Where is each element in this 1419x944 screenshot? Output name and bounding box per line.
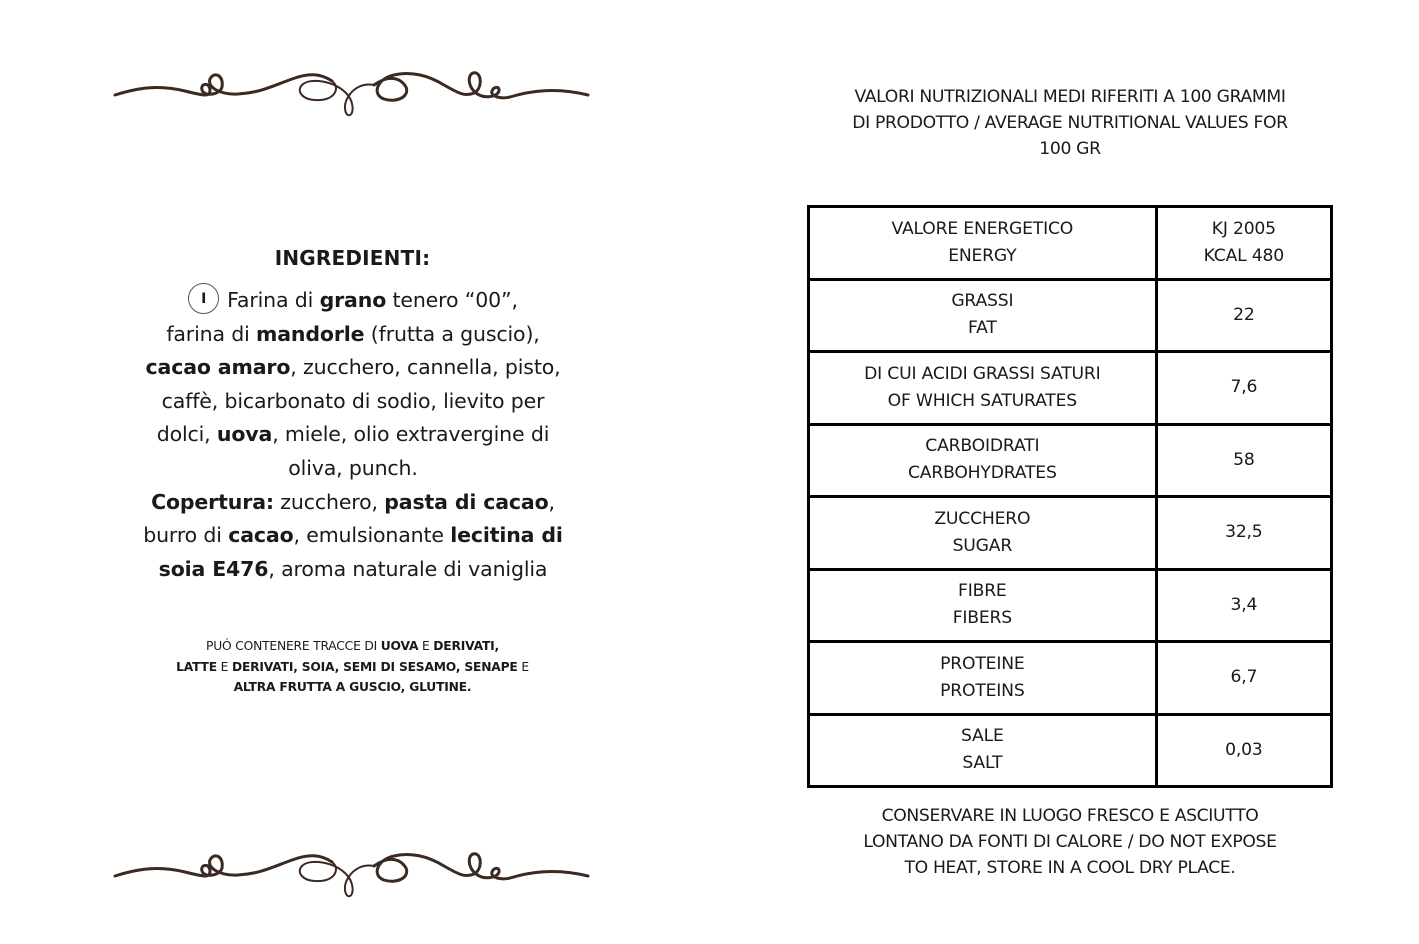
nutrient-label-it: GRASSI [951, 291, 1014, 312]
text-segment: dolci, [156, 422, 217, 447]
nutrient-label-en: CARBOHYDRATES [907, 463, 1057, 484]
ornamental-flourish-divider-icon [110, 838, 592, 898]
ornamental-flourish-divider-icon [110, 57, 592, 117]
nutrition-row-sugar [809, 497, 1332, 570]
storage-line: TO HEAT, STORE IN A COOL DRY PLACE. [904, 858, 1236, 879]
nutrient-label-en: FIBERS [952, 608, 1012, 629]
nutrient-value: 58 [1156, 424, 1331, 497]
bold-text-segment: UOVA [380, 639, 419, 653]
storage-line: LONTANO DA FONTI DI CALORE / DO NOT EXPOSE [863, 832, 1277, 853]
nutrient-value: 32,5 [1156, 497, 1331, 570]
nutrient-label [809, 424, 1157, 497]
nutrient-label [809, 279, 1157, 352]
nutrient-label [809, 569, 1157, 642]
nutrition-row-fibers [809, 569, 1332, 642]
nutrient-value: 7,6 [1156, 352, 1331, 425]
bold-text-segment: soia E476 [158, 556, 269, 581]
nutrition-row-saturates [809, 352, 1332, 425]
text-segment: E [418, 639, 434, 653]
nutrient-value: 22 [1156, 279, 1331, 352]
text-segment: caffè, bicarbonato di sodio, lievito per [161, 388, 545, 413]
bold-text-segment: Copertura: [151, 489, 274, 514]
text-segment: , aroma naturale di vaniglia [268, 556, 548, 581]
text-segment: farina di [166, 321, 257, 346]
bold-text-segment: DERIVATI, SOIA, SEMI DI SESAMO, SENAPE [231, 659, 518, 674]
text-segment: PUÓ CONTENERE TRACCE DI [206, 639, 381, 653]
nutrition-row-proteins [809, 642, 1332, 715]
bold-text-segment: ALTRA FRUTTA A GUSCIO, GLUTINE. [233, 680, 472, 694]
nutrient-label [809, 714, 1157, 787]
nutrition-heading-line: DI PRODOTTO / AVERAGE NUTRITIONAL VALUES FOR [852, 112, 1288, 133]
text-segment: , miele, olio extravergine di [272, 422, 550, 447]
text-segment: tenero “00”, [386, 288, 518, 312]
bold-text-segment: grano [319, 288, 387, 312]
language-badge-italian: I [188, 283, 219, 314]
nutrition-heading-line: 100 GR [1039, 138, 1101, 159]
nutrient-label-it: FIBRE [958, 581, 1007, 602]
nutrient-value: 6,7 [1156, 642, 1331, 715]
text-segment: E [517, 659, 529, 674]
bold-text-segment: DERIVATI, [433, 639, 499, 653]
energy-kcal-value: KCAL 480 [1203, 245, 1284, 266]
text-segment: (frutta a guscio), [364, 321, 540, 346]
nutrient-value [1156, 207, 1331, 280]
nutrition-row-fat [809, 279, 1332, 352]
energy-kj-value: KJ 2005 [1211, 218, 1276, 239]
nutrition-row-salt [809, 714, 1332, 787]
flourish-bottom-svg [110, 838, 592, 898]
nutrient-label-it: ZUCCHERO [934, 508, 1031, 529]
nutrition-row-carbohydrates [809, 424, 1332, 497]
text-segment: E [216, 659, 232, 674]
nutrient-label-en: SUGAR [952, 535, 1013, 556]
text-segment: , zucchero, cannella, pisto, [290, 355, 561, 380]
flourish-top-svg [110, 57, 592, 117]
allergens-notice [125, 636, 580, 698]
bold-text-segment: pasta di cacao [384, 489, 549, 514]
ingredients-text [92, 284, 614, 586]
nutrient-value: 3,4 [1156, 569, 1331, 642]
bold-text-segment: mandorle [256, 321, 365, 346]
text-segment: , emulsionante [293, 523, 451, 548]
text-segment: Farina di [227, 288, 320, 312]
bold-text-segment: lecitina di [450, 523, 563, 548]
text-segment: zucchero, [273, 489, 385, 514]
nutrient-value: 0,03 [1156, 714, 1331, 787]
nutrition-heading-line: VALORI NUTRIZIONALI MEDI RIFERITI A 100 GRAMMI [854, 87, 1286, 107]
nutrition-table [807, 205, 1333, 788]
bold-text-segment: cacao amaro [145, 355, 291, 380]
nutrient-label-it: PROTEINE [940, 653, 1025, 674]
nutrition-row-energy [809, 207, 1332, 280]
text-segment: burro di [143, 523, 229, 548]
text-segment: oliva, punch. [288, 455, 418, 480]
nutrient-label-it: CARBOIDRATI [925, 436, 1040, 457]
nutrient-label-it: SALE [961, 726, 1004, 747]
nutrient-label-en: OF WHICH SATURATES [887, 390, 1077, 411]
bold-text-segment: cacao [228, 523, 294, 548]
text-segment: , [548, 489, 555, 514]
nutrient-label [809, 497, 1157, 570]
nutrition-heading [795, 85, 1345, 162]
nutrient-label [809, 352, 1157, 425]
bold-text-segment: uova [216, 422, 273, 447]
nutrient-label-it: DI CUI ACIDI GRASSI SATURI [864, 363, 1101, 384]
nutrient-label-en: ENERGY [948, 245, 1017, 266]
nutrient-label-en: FAT [968, 318, 997, 339]
nutrient-label-it: VALORE ENERGETICO [891, 218, 1074, 239]
ingredients-title: INGREDIENTI: [274, 246, 431, 270]
storage-line: CONSERVARE IN LUOGO FRESCO E ASCIUTTO [881, 806, 1259, 826]
storage-instructions [800, 803, 1340, 882]
bold-text-segment: LATTE [176, 659, 217, 674]
nutrient-label [809, 207, 1157, 280]
nutrient-label [809, 642, 1157, 715]
nutrient-label-en: SALT [962, 753, 1003, 774]
nutrient-label-en: PROTEINS [940, 680, 1025, 701]
